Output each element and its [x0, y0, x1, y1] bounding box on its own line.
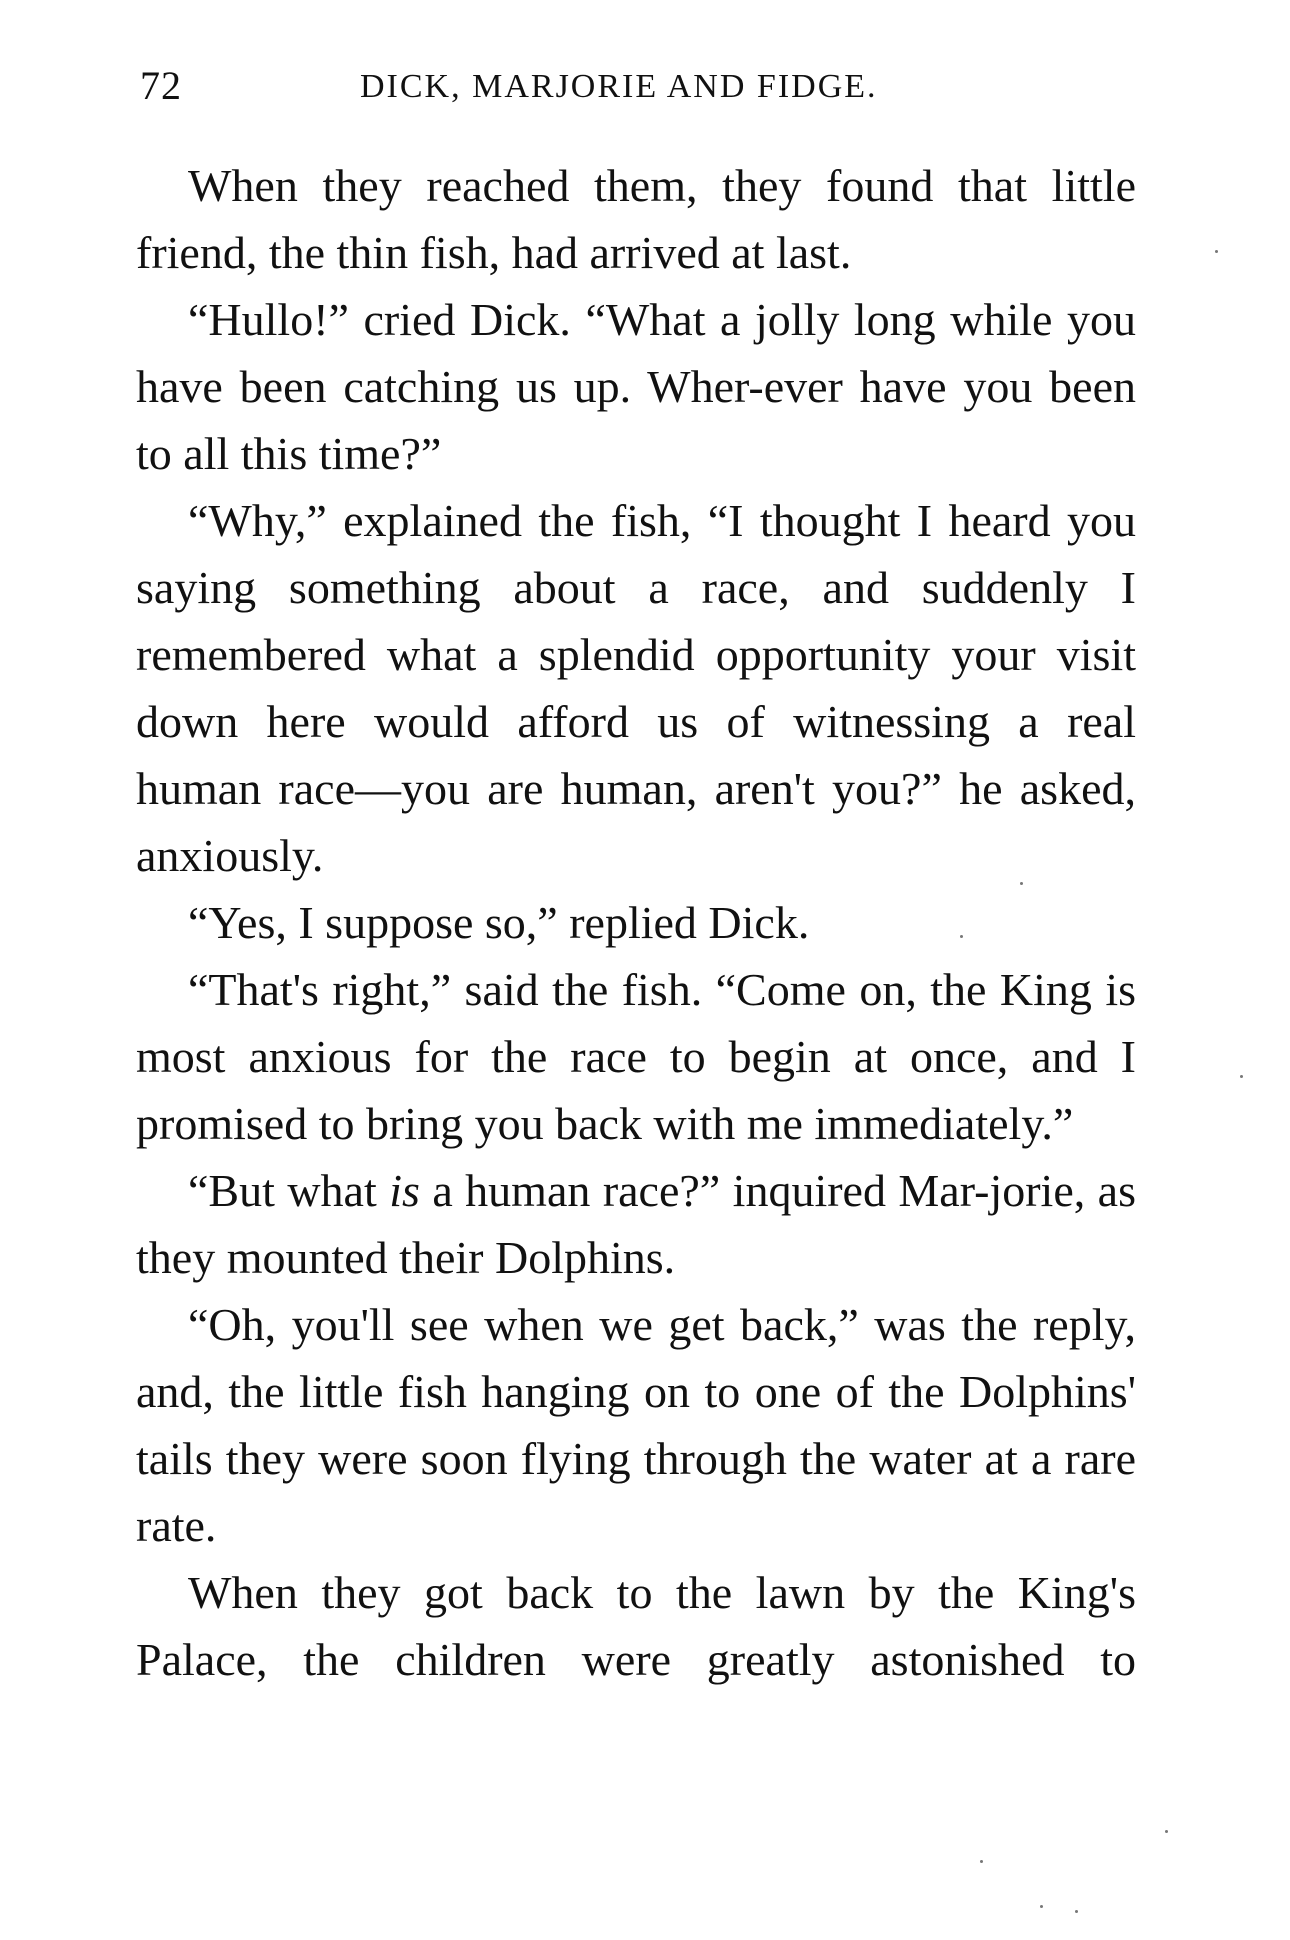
paragraph — [136, 1157, 1136, 1291]
running-title: DICK, MARJORIE AND FIDGE. — [360, 68, 878, 105]
paragraph-text: “But what — [188, 1165, 390, 1216]
paragraph-text: a human race?” inquired Mar-jorie, as they mounted their Dolphins. — [136, 1165, 1136, 1283]
paper-speck — [960, 935, 963, 938]
paper-speck — [1075, 1910, 1078, 1913]
paper-speck — [1215, 250, 1218, 253]
paper-speck — [980, 1860, 983, 1863]
paper-speck — [1165, 1830, 1168, 1833]
paragraph: “Oh, you'll see when we get back,” was the reply, and, the little fish hanging on to one of the Dolphins' tails they were soon flying through the water at a rare rate. — [136, 1299, 1136, 1551]
paper-speck — [1020, 882, 1023, 885]
paper-speck — [1240, 1075, 1243, 1078]
paragraph: “Yes, I suppose so,” replied Dick. — [188, 897, 810, 948]
paragraph: When they got back to the lawn by the King's Palace, the children were greatly astonished to — [136, 1567, 1136, 1685]
paragraph: “That's right,” said the fish. “Come on, the King is most anxious for the race to begin at once, and I promised to bring you back with me immediately.” — [136, 964, 1136, 1149]
body-text — [136, 152, 1136, 1693]
paper-speck — [1040, 1905, 1043, 1908]
running-head — [140, 62, 1150, 112]
page-number: 72 — [140, 63, 182, 108]
emphasis: is — [389, 1165, 420, 1216]
paragraph: “Why,” explained the fish, “I thought I heard you saying something about a race, and suddenly I remembered what a splendid opportunity your visit down here would afford us of witnessing a real human race—you are human, aren't you?” he asked, anxiously. — [136, 495, 1136, 881]
paragraph: “Hullo!” cried Dick. “What a jolly long while you have been catching us up. Wher-ever have you been to all this time?” — [136, 294, 1136, 479]
paragraph: When they reached them, they found that little friend, the thin fish, had arrived at last. — [136, 160, 1136, 278]
